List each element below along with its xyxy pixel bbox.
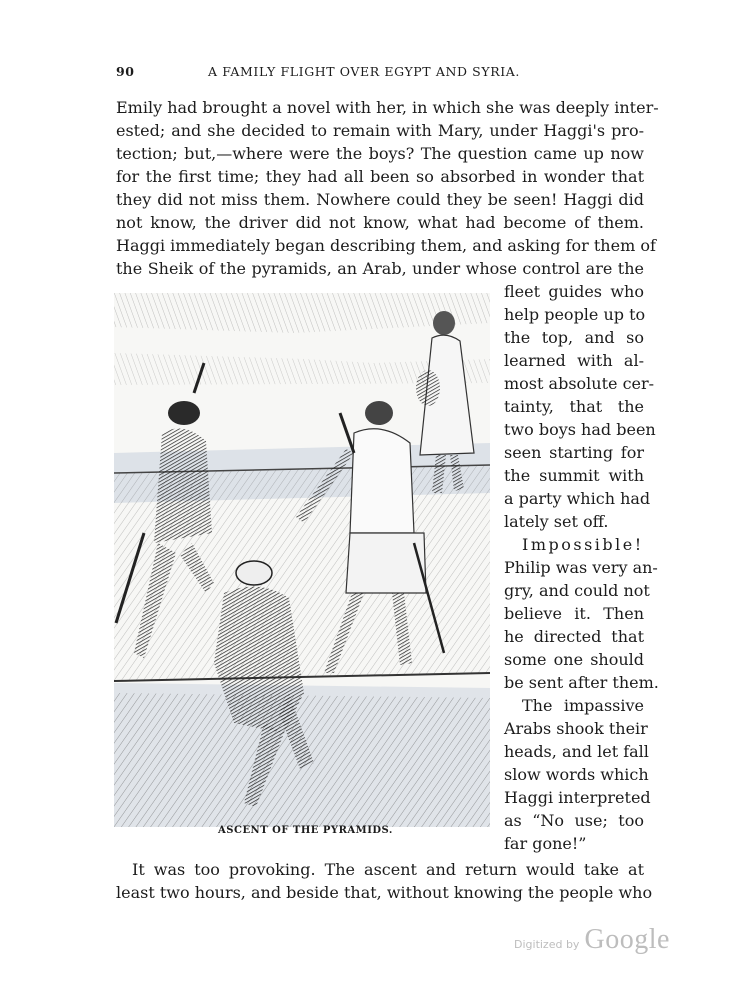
text-line: tection; but,—where were the boys? The question came up now — [116, 144, 644, 163]
text-line: most absolute cer- — [504, 374, 655, 393]
text-line: fleet guides who — [504, 282, 644, 301]
text-line: the Sheik of the pyramids, an Arab, under whose control are the — [116, 259, 644, 278]
text-line: not know, the driver did not know, what had become of them. — [116, 213, 644, 232]
text-line: Haggi interpreted — [504, 788, 651, 807]
text-line: a party which had — [504, 489, 651, 508]
text-line: far gone!” — [504, 834, 587, 853]
running-title: A FAMILY FLIGHT OVER EGYPT AND SYRIA. — [208, 64, 520, 79]
text-line: heads, and let fall — [504, 742, 649, 761]
text-line: two boys had been — [504, 420, 656, 439]
text-line: ested; and she decided to remain with Mary, under Haggi's pro- — [116, 121, 644, 140]
watermark-prefix: Digitized by — [514, 938, 580, 951]
engraving-image — [114, 293, 490, 827]
text-line: Arabs shook their — [504, 719, 648, 738]
text-line: gry, and could not — [504, 581, 650, 600]
text-line: for the first time; they had all been so absorbed in wonder that — [116, 167, 644, 186]
page-number: 90 — [116, 64, 135, 79]
text-line: as “No use; too — [504, 811, 644, 830]
text-line: lately set off. — [504, 512, 609, 531]
text-line: some one should — [504, 650, 644, 669]
google-watermark — [514, 924, 670, 956]
google-logo: Google — [584, 924, 670, 955]
text-line: least two hours, and beside that, without knowing the people who — [116, 883, 653, 902]
illustration-ascent-of-pyramids — [114, 293, 490, 827]
text-line: It was too provoking. The ascent and return would take at — [132, 860, 644, 879]
text-line: Impossible! — [522, 535, 644, 554]
text-line: slow words which — [504, 765, 649, 784]
text-line: he directed that — [504, 627, 644, 646]
text-line: help people up to — [504, 305, 646, 324]
running-header — [116, 64, 644, 84]
text-line: believe it. Then — [504, 604, 644, 623]
text-line: The impassive — [522, 696, 644, 715]
text-line: Haggi immediately began describing them, and asking for them of — [116, 236, 656, 255]
text-line: be sent after them. — [504, 673, 659, 692]
text-line: Emily had brought a novel with her, in which she was deeply inter- — [116, 98, 659, 117]
text-line: Philip was very an- — [504, 558, 658, 577]
text-line: the top, and so — [504, 328, 644, 347]
text-line: seen starting for — [504, 443, 644, 462]
text-line: tainty, that the — [504, 397, 644, 416]
text-line: learned with al- — [504, 351, 644, 370]
figure-caption: ASCENT OF THE PYRAMIDS. — [218, 825, 393, 836]
text-line: they did not miss them. Nowhere could they be seen! Haggi did — [116, 190, 644, 209]
text-line: the summit with — [504, 466, 644, 485]
